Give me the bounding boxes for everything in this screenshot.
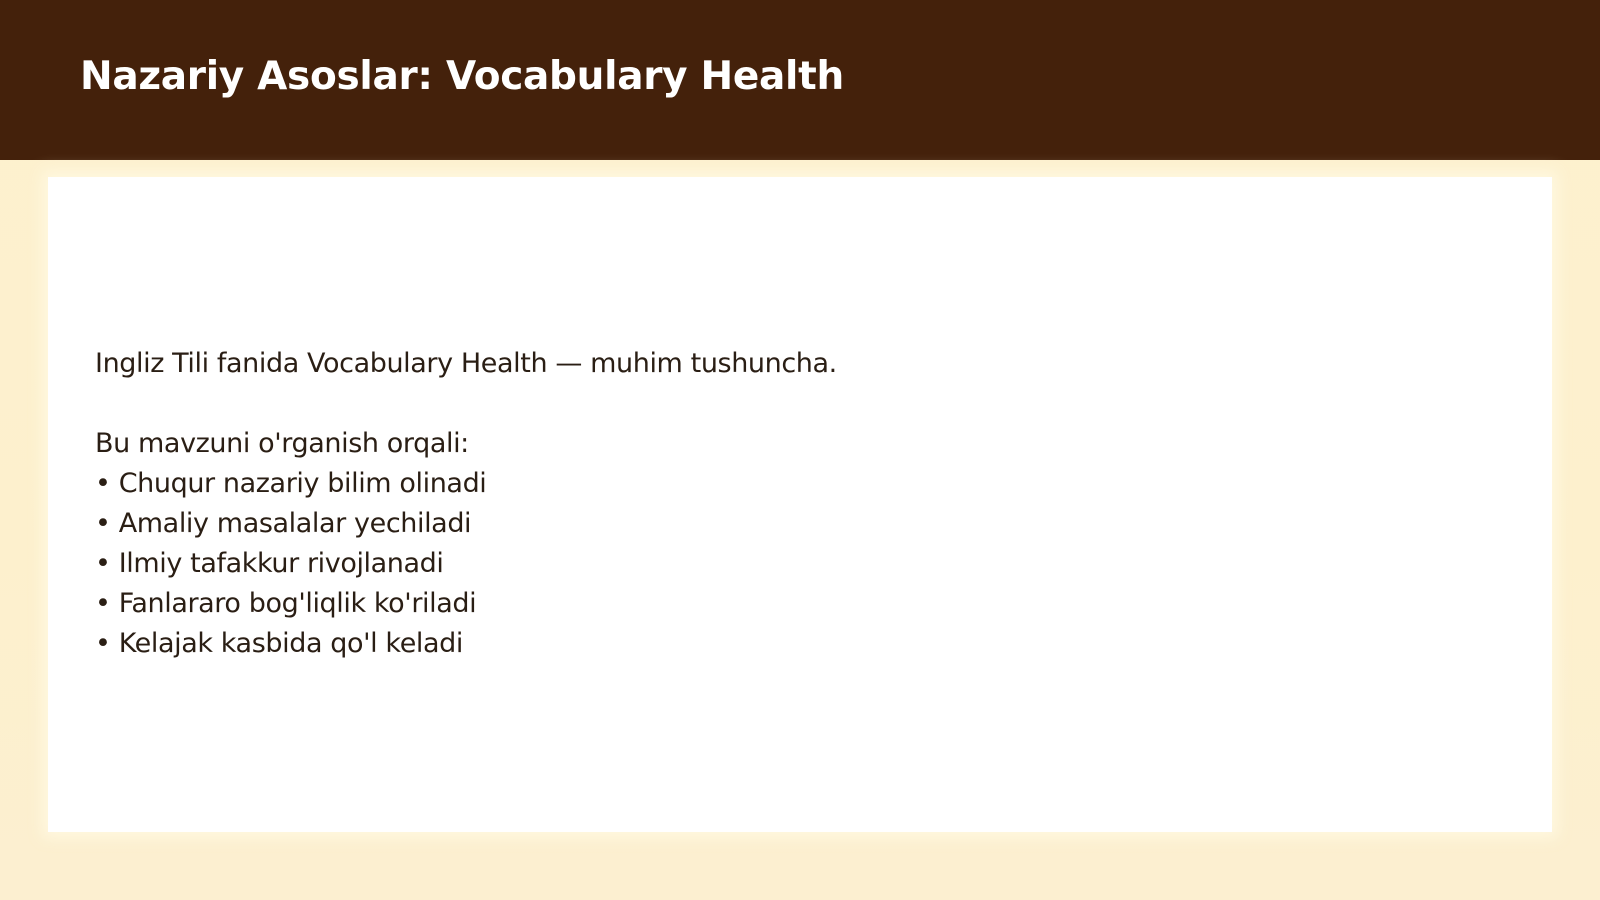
content-body	[95, 344, 1495, 664]
bullet-item: • Amaliy masalalar yechiladi	[95, 508, 472, 539]
bullet-item: • Fanlararo bog'liqlik ko'riladi	[95, 588, 477, 619]
bullet-list	[95, 464, 1495, 664]
paragraph-spacer	[95, 384, 1495, 424]
header-band	[0, 0, 1600, 160]
lead-text: Bu mavzuni o'rganish orqali:	[95, 428, 469, 459]
bullet-item: • Kelajak kasbida qo'l keladi	[95, 628, 464, 659]
bullet-item: • Chuqur nazariy bilim olinadi	[95, 468, 487, 499]
slide-title: Nazariy Asoslar: Vocabulary Health	[80, 54, 844, 99]
bullet-item: • Ilmiy tafakkur rivojlanadi	[95, 548, 444, 579]
intro-text: Ingliz Tili fanida Vocabulary Health — muhim tushuncha.	[95, 348, 837, 379]
